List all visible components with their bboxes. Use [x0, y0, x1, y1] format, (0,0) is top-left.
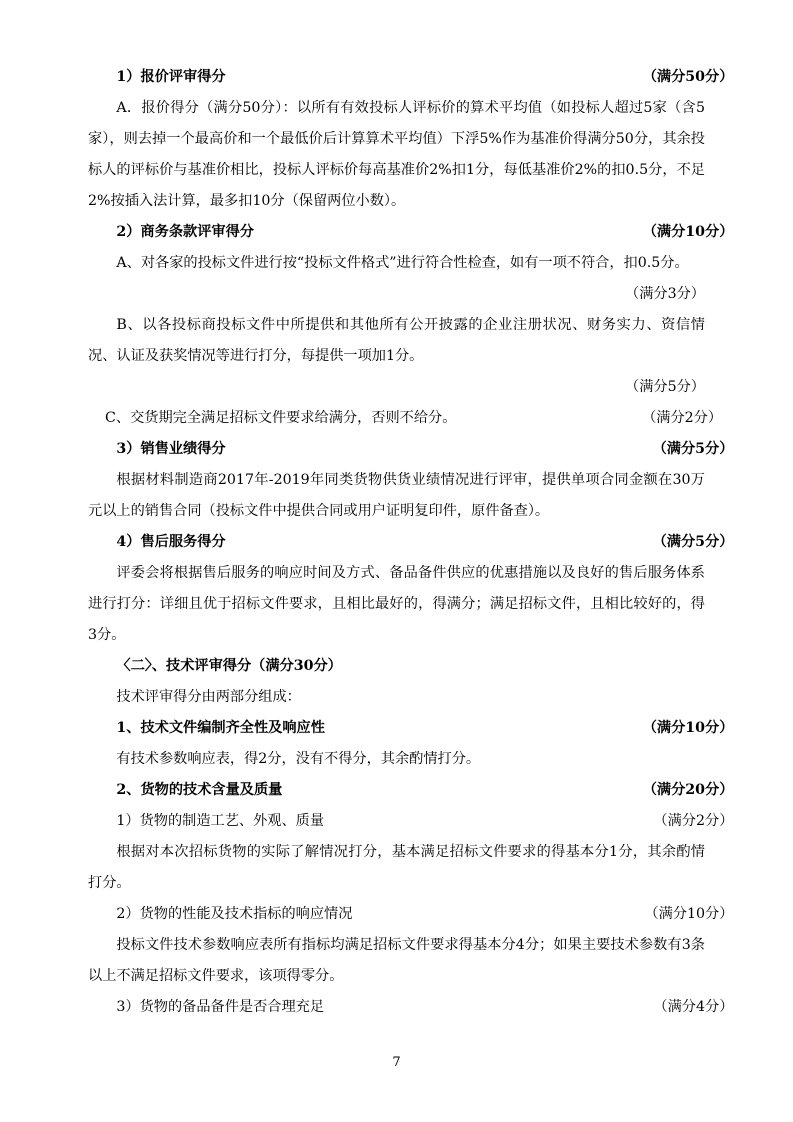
- section-score-label: （满分10分）: [642, 720, 734, 736]
- section-heading-row: [88, 775, 733, 806]
- paragraph-score-row: [88, 992, 733, 1023]
- paragraph-text: A．报价得分（满分50分）：以所有有效投标人评标价的算术平均值（如投标人超过5家（含5家），则去掉一个最高价和一个最低价后计算算术平均值）下浮5%作为基准价得满分50分，其余投标人的评标价与基准价相比，投标人评标价每高基准价2%扣1分，每低基准价2%的扣0.5分，不足2%按插入法计算，最多扣10分（保留两位小数）。: [88, 100, 705, 209]
- score-label: （满分10分）: [644, 906, 734, 922]
- section-heading-label: 1、技术文件编制齐全性及响应性: [116, 720, 325, 736]
- paragraph-score-row: [88, 403, 722, 434]
- section-score-label: （满分5分）: [652, 441, 734, 457]
- section-score-label: （满分20分）: [642, 782, 734, 798]
- section-score-label: （满分50分）: [642, 69, 734, 85]
- section-heading-label: 1）报价评审得分: [116, 69, 226, 85]
- paragraph-text: B、以各投标商投标文件中所提供和其他所有公开披露的企业注册状况、财务实力、资信情况、认证及获奖情况等进行打分，每提供一项加1分。: [88, 317, 705, 364]
- score-label: （满分3分）: [625, 286, 705, 302]
- page-number: 7: [392, 1055, 401, 1070]
- score-label: （满分2分）: [653, 813, 734, 829]
- paragraph-text: 有技术参数响应表，得2分，没有不得分，其余酌情打分。: [116, 751, 481, 767]
- score-label: （满分2分）: [642, 410, 723, 426]
- section-heading-label: 3）销售业绩得分: [116, 441, 226, 457]
- paragraph-text: 3）货物的备品备件是否合理充足: [116, 999, 325, 1015]
- score-label: （满分5分）: [625, 379, 705, 395]
- section-heading-row: [88, 434, 733, 465]
- document-body: [88, 62, 734, 1023]
- score-label: （满分4分）: [653, 999, 734, 1015]
- section-heading-label: 2、货物的技术含量及质量: [116, 782, 283, 798]
- paragraph-text: C、交货期完全满足招标文件要求给满分，否则不给分。: [105, 410, 457, 426]
- paragraph-text: 技术评审得分由两部分组成：: [116, 689, 301, 705]
- paragraph-text: 根据材料制造商2017年-2019年同类货物供货业绩情况进行评审，提供单项合同金额在30万元以上的销售合同（投标文件中提供合同或用户证明复印件，原件备查）。: [88, 472, 705, 519]
- section-heading: 〈二〉、技术评审得分（满分30分）: [116, 658, 342, 674]
- paragraph-score-row: [88, 806, 733, 837]
- section-heading-label: 4）售后服务得分: [116, 534, 226, 550]
- section-score-label: （满分5分）: [652, 534, 734, 550]
- paragraph-text: 根据对本次招标货物的实际了解情况打分，基本满足招标文件要求的得基本分1分，其余酌情打分。: [88, 844, 705, 891]
- section-heading-label: 2）商务条款评审得分: [116, 224, 254, 240]
- section-heading-row: [88, 62, 733, 93]
- section-heading-row: [88, 527, 733, 558]
- paragraph-score-row: [88, 899, 733, 930]
- section-heading-row: [88, 217, 733, 248]
- section-score-label: （满分10分）: [642, 224, 734, 240]
- paragraph-text: 评委会将根据售后服务的响应时间及方式、备品备件供应的优惠措施以及良好的售后服务体系进行打分：详细且优于招标文件要求，且相比最好的，得满分；满足招标文件，且相比较好的，得3分。: [88, 565, 705, 643]
- paragraph-text: 1）货物的制造工艺、外观、质量: [116, 813, 325, 829]
- section-heading-row: [88, 713, 733, 744]
- paragraph-text: 投标文件技术参数响应表所有指标均满足招标文件要求得基本分4分；如果主要技术参数有3条以上不满足招标文件要求，该项得零分。: [88, 937, 705, 984]
- paragraph-text: A、对各家的投标文件进行按“投标文件格式”进行符合性检查，如有一项不符合，扣0.5分。: [116, 255, 689, 271]
- paragraph-text: 2）货物的性能及技术指标的响应情况: [116, 906, 353, 922]
